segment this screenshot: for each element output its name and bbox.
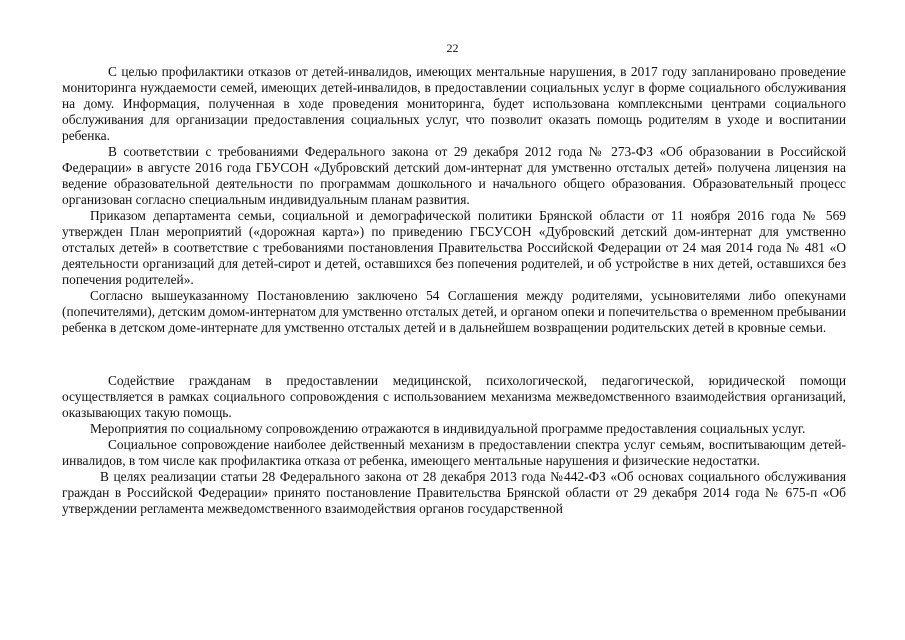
paragraph-education-license: В соответствии с требованиями Федерального закона от 29 декабря 2012 года № 273-ФЗ «Об образовании в Российской Федерации» в августе 2016 года ГБУСОН «Дубровский детский дом-интернат для умственно отсталых детей» получена лицензия на ведение образовательной деятельности по программам дошкольного и начального общего образования. Образовательный процесс организован согласно специальным индивидуальным планам развития.	[62, 144, 846, 207]
paragraph-federal-law: В целях реализации статьи 28 Федерального закона от 28 декабря 2013 года №442-ФЗ «Об основах социального обслуживания граждан в Российской Федерации» принято постановление Правительства Брянской области от 29 декабря 2014 года № 675-п «Об утверждении регламента межведомственного взаимодействия органов государственной	[62, 469, 846, 516]
paragraph-roadmap-order: Приказом департамента семьи, социальной и демографической политики Брянской области от 11 ноября 2016 года № 569 утвержден План мероприятий («дорожная карта») по приведению ГБСУСОН «Дубровский детский дом-интернат для умственно отсталых детей» в соответствие с требованиями постановления Правительства Российской Федерации от 24 мая 2014 года № 481 «О деятельности организаций для детей-сирот и детей, оставшихся без попечения родителей, и об устройстве в них детей, оставшихся без попечения родителей».	[62, 208, 846, 287]
page-number: 22	[446, 41, 459, 55]
paragraph-social-support-mechanism: Социальное сопровождение наиболее действенный механизм в предоставлении спектра услуг семьям, воспитывающим детей-инвалидов, в том числе как профилактика отказа от ребенка, имеющего ментальные нарушения и физические недостатки.	[62, 437, 846, 468]
paragraph-agreements: Согласно вышеуказанному Постановлению заключено 54 Соглашения между родителями, усыновителями либо опекунами (попечителями), детским домом-интернатом для умственно отсталых детей, и органом опеки и попечительства о временном пребывании ребенка в детском доме-интернате для умственно отсталых детей и в дальнейшем возвращении родительских детей в кровные семьи.	[62, 288, 846, 335]
paragraph-monitoring: С целью профилактики отказов от детей-инвалидов, имеющих ментальные нарушения, в 2017 году запланировано проведение мониторинга нуждаемости семей, имеющих детей-инвалидов, в предоставлении социальных услуг в форме социального обслуживания на дому. Информация, полученная в ходе проведения мониторинга, будет использована комплексными центрами социального обслуживания для организации предоставления социальных услуг, что позволит оказать помощь родителям в уходе и воспитании ребенка.	[62, 64, 846, 143]
paragraph-assistance: Содействие гражданам в предоставлении медицинской, психологической, педагогической, юридической помощи осуществляется в рамках социального сопровождения с использованием механизма межведомственного взаимодействия организаций, оказывающих такую помощь.	[62, 373, 846, 420]
paragraph-social-support-program: Мероприятия по социальному сопровождению отражаются в индивидуальной программе предоставления социальных услуг.	[90, 421, 806, 436]
document-body	[62, 64, 846, 517]
paragraph-gap	[62, 336, 846, 373]
